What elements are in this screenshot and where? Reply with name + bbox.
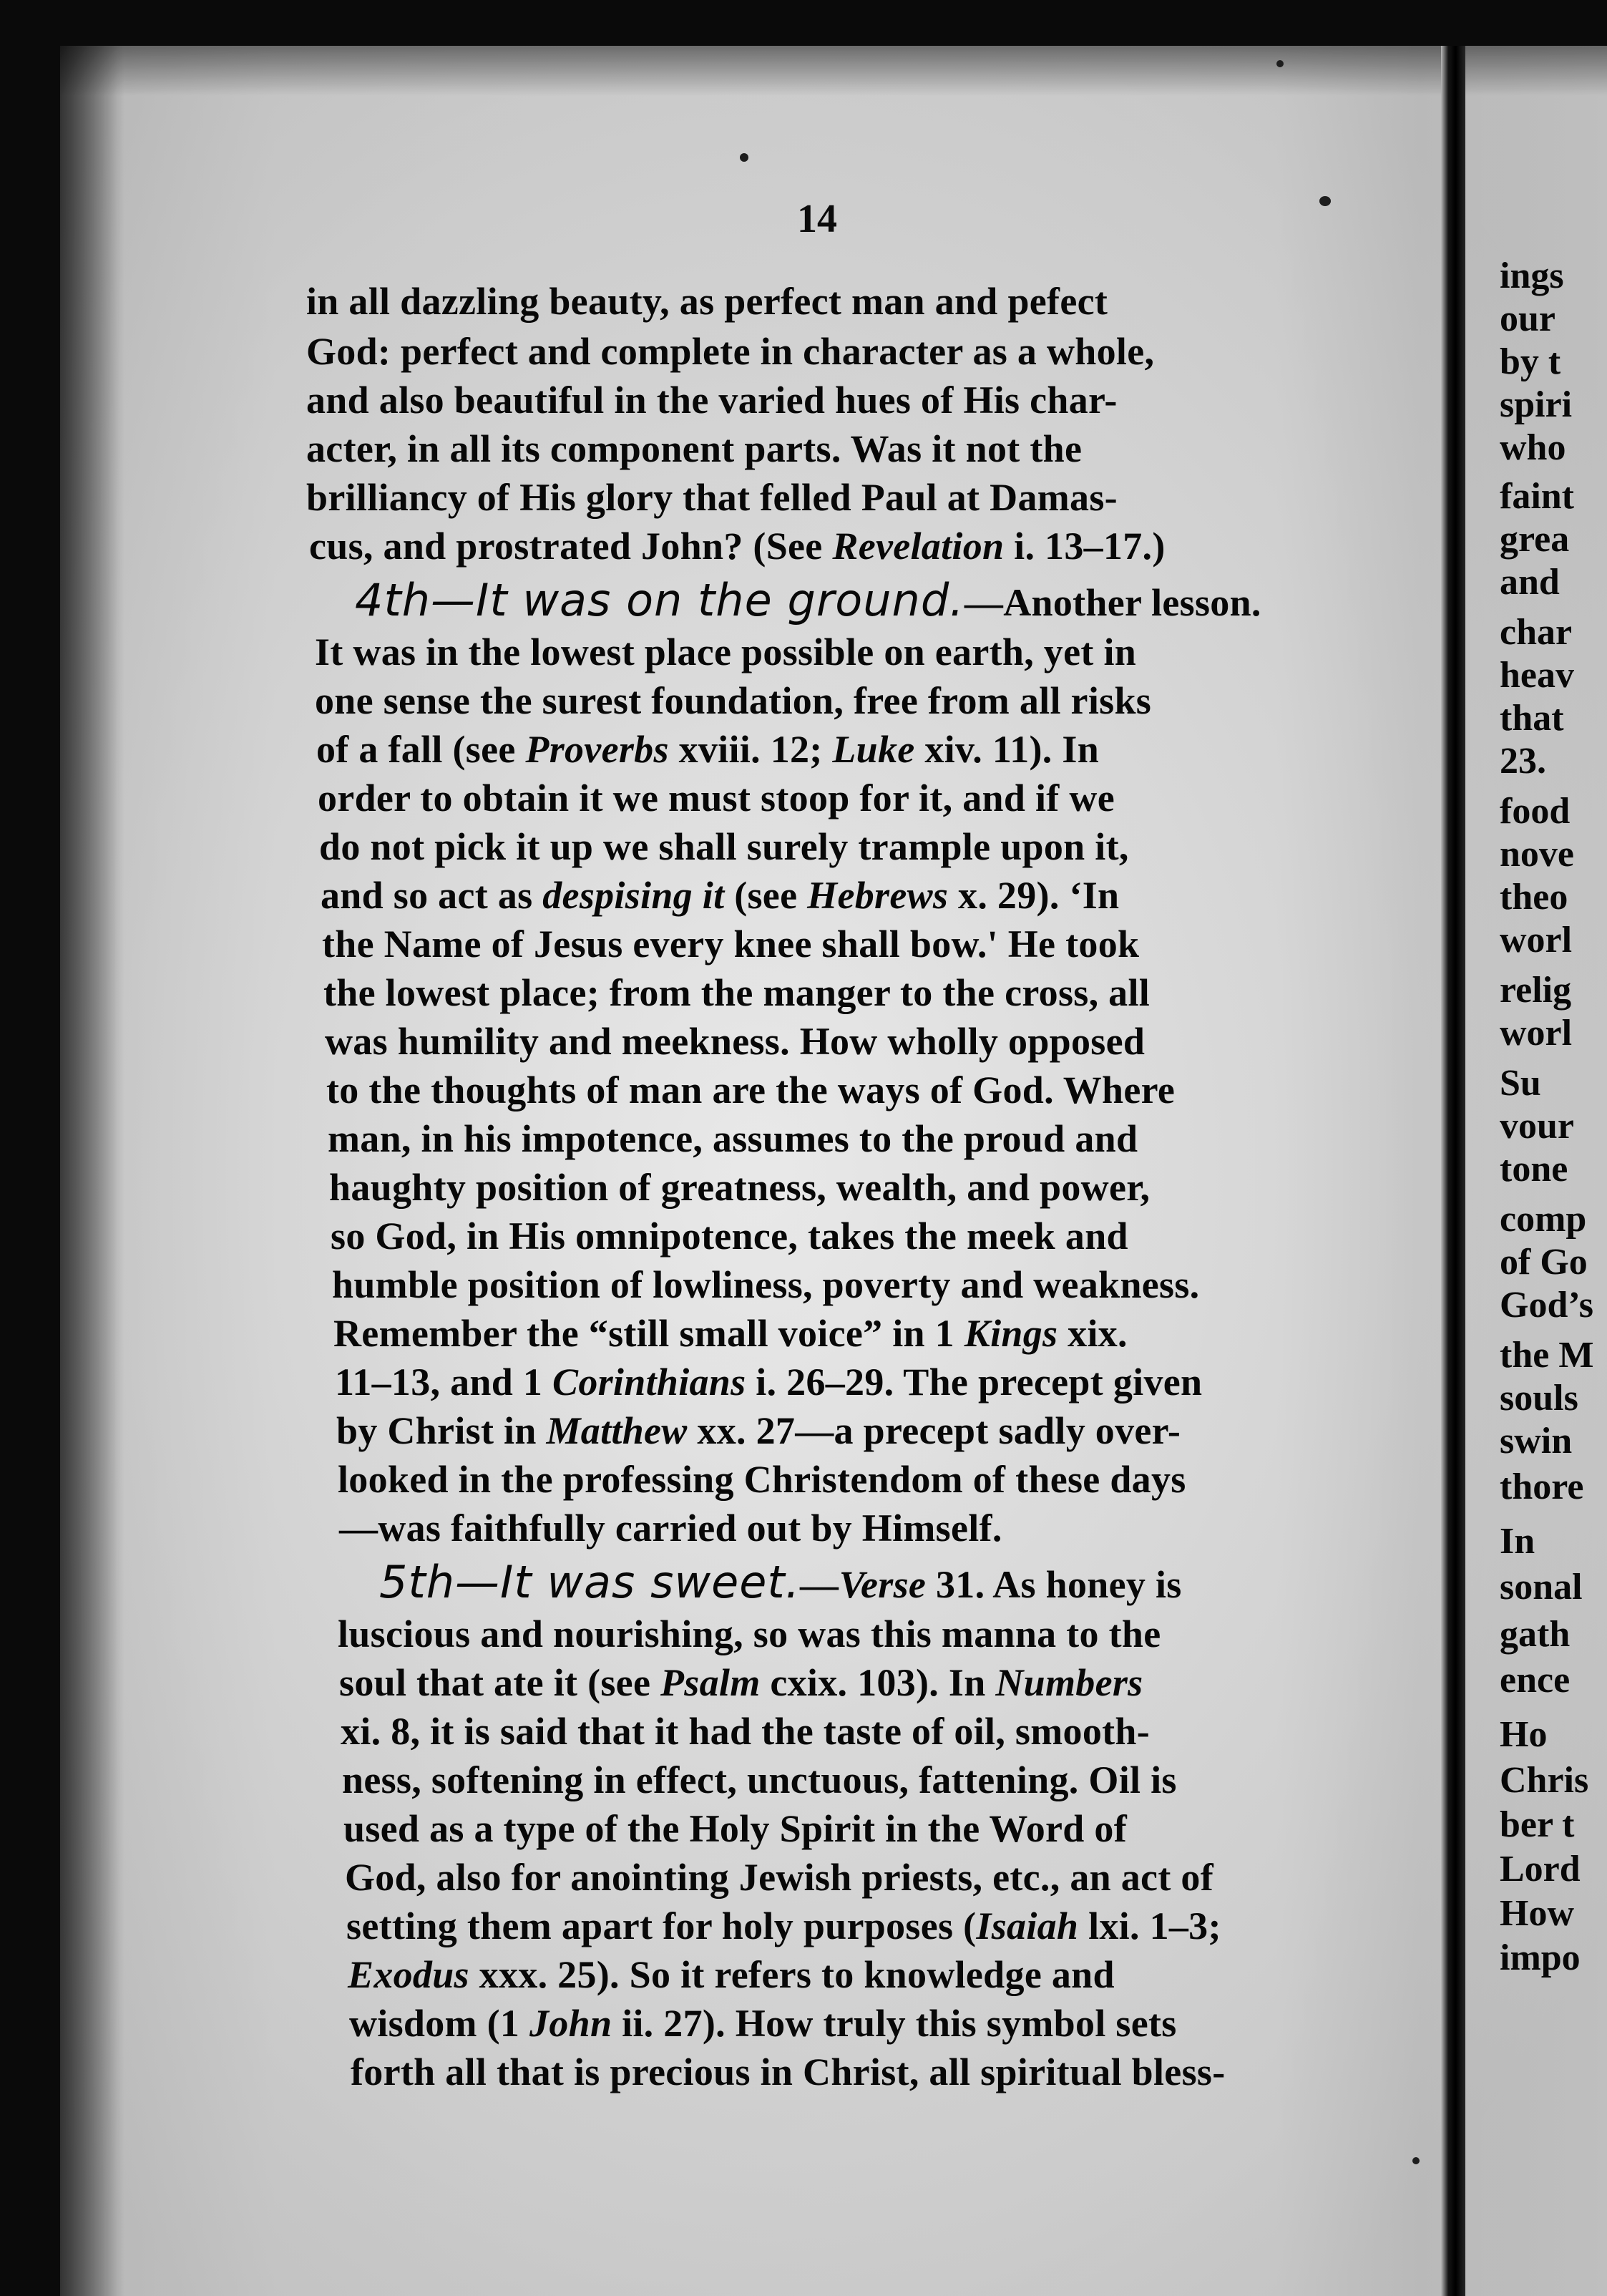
text-line: Exodus xxx. 25). So it refers to knowledge and bbox=[348, 1953, 1115, 1996]
right-page-fragment: spiri bbox=[1500, 384, 1573, 425]
right-page-fragment: 23. bbox=[1500, 741, 1546, 782]
text-line: acter, in all its component parts. Was it not the bbox=[306, 427, 1083, 470]
right-page-fragment: nove bbox=[1500, 834, 1574, 875]
right-page-fragment: food bbox=[1500, 791, 1571, 832]
right-page-fragment: and bbox=[1500, 562, 1560, 603]
right-page-fragment: of Go bbox=[1500, 1242, 1588, 1283]
print-speck bbox=[1319, 196, 1331, 206]
section-heading-5th: 5th—It was sweet.—Verse 31. As honey is bbox=[379, 1556, 1182, 1608]
right-page-fragment: impo bbox=[1500, 1937, 1581, 1978]
text-line: looked in the professing Christendom of these days bbox=[338, 1458, 1186, 1501]
right-page-fragment: Lord bbox=[1500, 1849, 1581, 1889]
text-line: It was in the lowest place possible on earth, yet in bbox=[315, 631, 1137, 673]
right-page-fragment: worl bbox=[1500, 920, 1573, 960]
right-page-fragment: gath bbox=[1500, 1614, 1571, 1655]
print-speck bbox=[740, 153, 748, 162]
text-line: brilliancy of His glory that felled Paul at Damas- bbox=[306, 476, 1118, 519]
binding-shadow bbox=[60, 46, 124, 2296]
right-page-fragment: sonal bbox=[1500, 1567, 1583, 1607]
page-gutter bbox=[1441, 46, 1465, 2296]
text-line: to the thoughts of man are the ways of God. Where bbox=[326, 1069, 1176, 1111]
scripture-ref: Revelation bbox=[832, 525, 1005, 568]
top-edge-shadow bbox=[60, 46, 1607, 96]
text-line: wisdom (1 John ii. 27). How truly this symbol sets bbox=[349, 2002, 1177, 2045]
text-line: luscious and nourishing, so was this manna to the bbox=[338, 1612, 1161, 1655]
right-page-fragment: Su bbox=[1500, 1063, 1541, 1104]
text-line: ness, softening in effect, unctuous, fattening. Oil is bbox=[342, 1759, 1177, 1801]
right-page-fragment: ence bbox=[1500, 1660, 1571, 1701]
right-page-fragment: Chris bbox=[1500, 1760, 1589, 1801]
text-line: soul that ate it (see Psalm cxix. 103). In Numbers bbox=[339, 1661, 1143, 1704]
right-page-fragment: who bbox=[1500, 427, 1566, 468]
text-line: cus, and prostrated John? (See Revelation i. 13–17.) bbox=[309, 525, 1166, 568]
text-line: God: perfect and complete in character as a whole, bbox=[306, 330, 1155, 373]
right-page-fragment: by t bbox=[1500, 341, 1561, 382]
right-page-fragment: heav bbox=[1500, 655, 1574, 696]
text-line: xi. 8, it is said that it had the taste of oil, smooth- bbox=[341, 1710, 1151, 1753]
right-page-fragment: How bbox=[1500, 1893, 1574, 1934]
right-page-fragment: ings bbox=[1500, 256, 1564, 296]
text-line: the lowest place; from the manger to the cross, all bbox=[323, 971, 1151, 1014]
text-line: order to obtain it we must stoop for it, and if we bbox=[318, 777, 1115, 819]
text-line: so God, in His omnipotence, takes the meek and bbox=[331, 1215, 1128, 1258]
text-line: by Christ in Matthew xx. 27—a precept sadly over- bbox=[336, 1409, 1181, 1452]
text-line: man, in his impotence, assumes to the proud and bbox=[328, 1117, 1138, 1160]
right-page-fragment: God’s bbox=[1500, 1285, 1593, 1325]
section-heading-4th: 4th—It was on the ground.—Another lesson. bbox=[355, 574, 1261, 626]
text-line: humble position of lowliness, poverty and weakness. bbox=[332, 1263, 1200, 1306]
print-speck bbox=[1276, 60, 1284, 67]
text-line: —was faithfully carried out by Himself. bbox=[339, 1507, 1002, 1550]
right-page-fragment: souls bbox=[1500, 1378, 1578, 1419]
right-page-fragment: grea bbox=[1500, 519, 1570, 560]
text-line: one sense the surest foundation, free from all risks bbox=[315, 679, 1152, 722]
text-line: do not pick it up we shall surely trample upon it, bbox=[319, 825, 1129, 868]
right-page-fragment: the M bbox=[1500, 1335, 1594, 1376]
right-page-fragment: faint bbox=[1500, 476, 1574, 517]
right-page-fragment: thore bbox=[1500, 1466, 1584, 1507]
text-line: the Name of Jesus every knee shall bow.' He took bbox=[322, 923, 1140, 965]
right-page-fragment: worl bbox=[1500, 1013, 1573, 1054]
right-page-fragment: relig bbox=[1500, 970, 1572, 1011]
right-page-fragment: In bbox=[1500, 1521, 1535, 1562]
print-speck bbox=[1412, 2157, 1420, 2164]
text-line: setting them apart for holy purposes (Isaiah lxi. 1–3; bbox=[346, 1905, 1221, 1947]
text-line: haughty position of greatness, wealth, and power, bbox=[329, 1166, 1151, 1209]
scanned-book-page bbox=[60, 46, 1607, 2296]
right-page-fragment: tone bbox=[1500, 1149, 1568, 1190]
text-line: used as a type of the Holy Spirit in the Word of bbox=[343, 1807, 1127, 1850]
right-page-fragment: comp bbox=[1500, 1199, 1587, 1240]
text-line: of a fall (see Proverbs xviii. 12; Luke xiv. 11). In bbox=[316, 728, 1100, 771]
text-line: was humility and meekness. How wholly opposed bbox=[325, 1020, 1146, 1063]
right-page-fragment: Ho bbox=[1500, 1714, 1548, 1755]
text-line: and so act as despising it (see Hebrews x. 29). ‘In bbox=[321, 874, 1120, 917]
text-line: forth all that is precious in Christ, all spiritual bless- bbox=[351, 2051, 1226, 2093]
text-line: in all dazzling beauty, as perfect man and pefect bbox=[306, 280, 1108, 323]
right-page-fragment: char bbox=[1500, 612, 1573, 653]
text-line: 11–13, and 1 Corinthians i. 26–29. The precept given bbox=[335, 1361, 1203, 1404]
text-line: and also beautiful in the varied hues of His char- bbox=[306, 379, 1118, 422]
right-page-fragment: our bbox=[1500, 298, 1555, 339]
right-page-fragment: that bbox=[1500, 698, 1564, 739]
page-number: 14 bbox=[797, 197, 837, 241]
text-line: Remember the “still small voice” in 1 Kings xix. bbox=[333, 1312, 1128, 1355]
right-page-fragment: ber t bbox=[1500, 1804, 1575, 1845]
right-page-fragment: swin bbox=[1500, 1421, 1573, 1461]
text-line: God, also for anointing Jewish priests, etc., an act of bbox=[345, 1856, 1213, 1899]
right-page-fragment: theo bbox=[1500, 877, 1568, 918]
right-page-fragment: vour bbox=[1500, 1106, 1574, 1147]
